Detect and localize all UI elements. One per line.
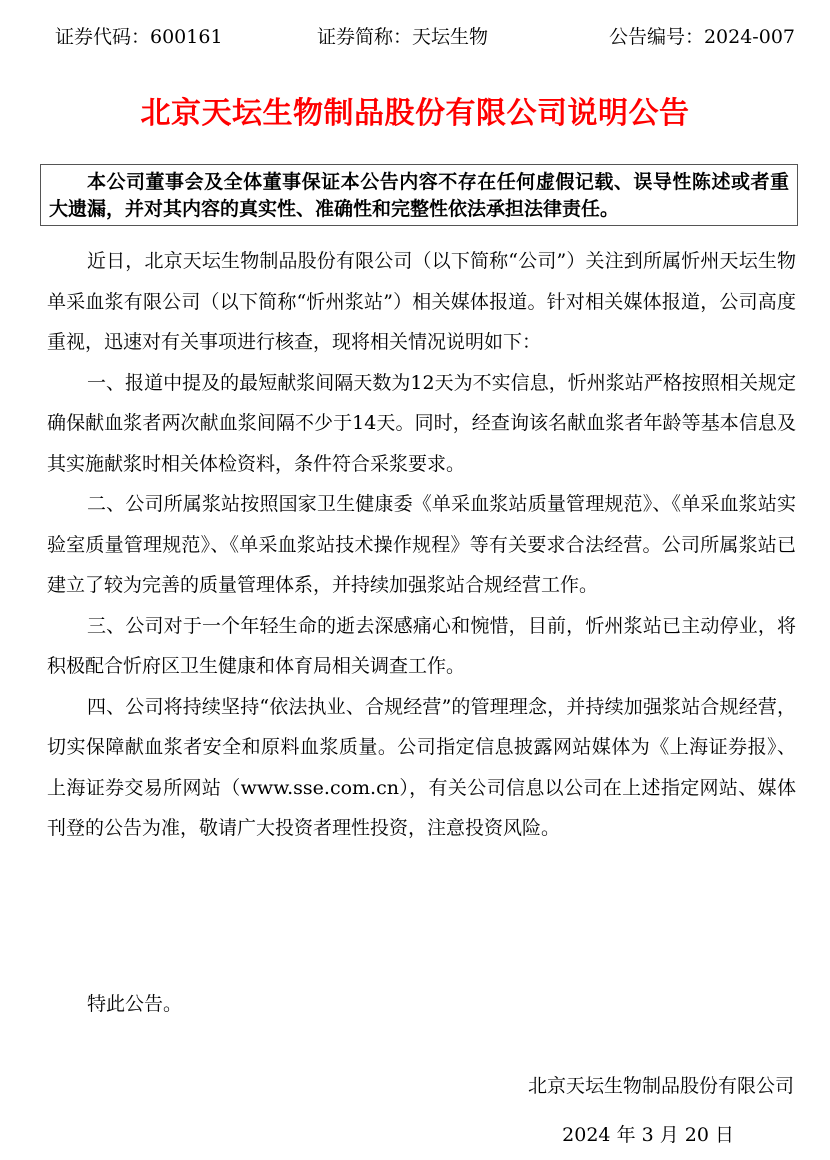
closing-statement: 特此公告。 [87,993,183,1015]
stock-short-name: 证券简称：天坛生物 [317,26,489,48]
document-header [55,22,795,52]
paragraph-item-4: 四、公司将持续坚持“依法执业、合规经营”的管理理念，并持续加强浆站合规经营，切实保障献血浆者安全和原料血浆质量。公司指定信息披露网站媒体为《上海证券报》、上海证券交易所网站（www.sse.com.cn），有关公司信息以公司在上述指定网站、媒体刊登的公告为准，敬请广大投资者理性投资，注意投资风险。 [47,695,796,839]
signature-date: 2024 年 3 月 20 日 [562,1124,734,1146]
document-title: 北京天坛生物制品股份有限公司说明公告 [140,96,690,131]
stock-code: 证券代码：600161 [55,26,223,48]
document-body [47,241,796,849]
paragraph-item-3: 三、公司对于一个年轻生命的逝去深感痛心和惋惜，目前，忻州浆站已主动停业，将积极配合忻府区卫生健康和体育局相关调查工作。 [47,614,796,677]
announcement-number: 公告编号：2024-007 [608,26,795,48]
board-guarantee-notice: 本公司董事会及全体董事保证本公告内容不存在任何虚假记载、误导性陈述或者重大遗漏，并对其内容的真实性、准确性和完整性依法承担法律责任。 [40,164,798,226]
signature-company: 北京天坛生物制品股份有限公司 [527,1075,794,1097]
paragraph-intro: 近日，北京天坛生物制品股份有限公司（以下简称“公司”）关注到所属忻州天坛生物单采血浆有限公司（以下简称“忻州浆站”）相关媒体报道。针对相关媒体报道，公司高度重视，迅速对有关事项进行核查，现将相关情况说明如下： [47,250,796,353]
paragraph-item-2: 二、公司所属浆站按照国家卫生健康委《单采血浆站质量管理规范》、《单采血浆站实验室质量管理规范》、《单采血浆站技术操作规程》等有关要求合法经营。公司所属浆站已建立了较为完善的质量管理体系，并持续加强浆站合规经营工作。 [47,493,796,596]
paragraph-item-1: 一、报道中提及的最短献浆间隔天数为12天为不实信息，忻州浆站严格按照相关规定确保献血浆者两次献血浆间隔不少于14天。同时，经查询该名献血浆者年龄等基本信息及其实施献浆时相关体检资料，条件符合采浆要求。 [47,371,796,475]
